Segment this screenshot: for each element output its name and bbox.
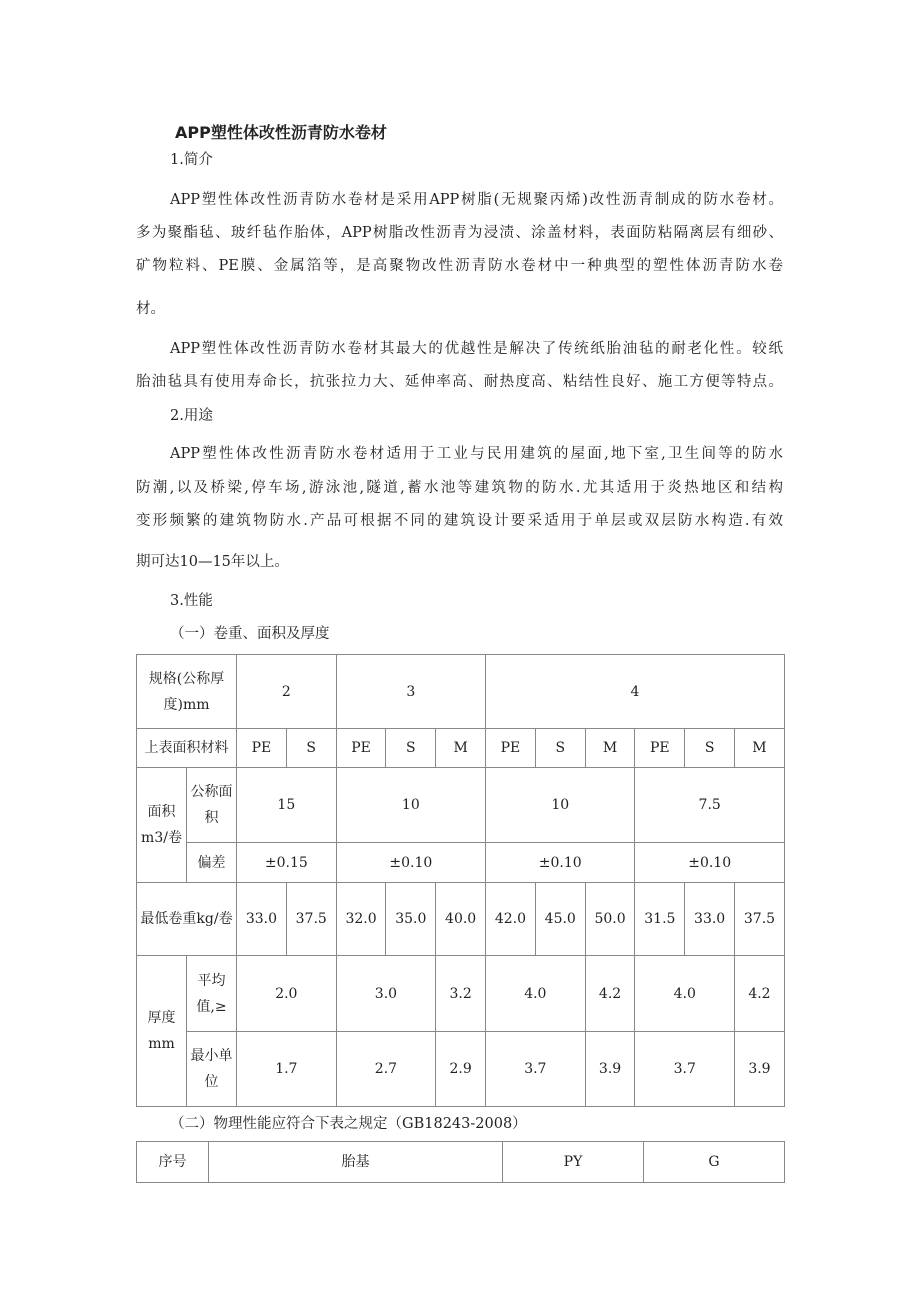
text-line: APP塑性体改性沥青防水卷材其最大的优越性是解决了传统纸胎油毡的耐老化性。较纸	[170, 341, 783, 357]
thickness-2: 2	[237, 655, 337, 729]
min-cell: 3.9	[585, 1032, 635, 1107]
deviation-label: 偏差	[187, 843, 237, 883]
weights-cell: 33.0	[237, 883, 287, 956]
text-line: 1.简介	[170, 152, 213, 168]
avg-cell: 3.2	[436, 956, 486, 1032]
thickness-4: 4	[486, 655, 785, 729]
text-line: APP塑性体改性沥青防水卷材适用于工业与民用建筑的屋面,地下室,卫生间等的防水	[170, 446, 783, 462]
min-cell: 2.7	[336, 1032, 436, 1107]
text-line: 3.性能	[170, 593, 213, 609]
deviation-cell: ±0.10	[486, 843, 635, 883]
text-line: 防潮,以及桥梁,停车场,游泳池,隧道,蓄水池等建筑物的防水.尤其适用于炎热地区和结构	[136, 480, 783, 496]
weights-cell: 37.5	[286, 883, 336, 956]
weights-cell: 33.0	[685, 883, 735, 956]
spec-label: 规格(公称厚度)mm	[137, 655, 237, 729]
nominal-label: 公称面积	[187, 768, 237, 843]
avg-cell: 4.2	[585, 956, 635, 1032]
nominal-cell: 10	[486, 768, 635, 843]
text-line: 矿物粒料、PE膜、金属箔等，是高聚物改性沥青防水卷材中一种典型的塑性体沥青防水卷	[136, 258, 783, 274]
surfaces-cell: PE	[336, 729, 386, 768]
physical-table	[136, 1141, 785, 1183]
surfaces-cell: S	[286, 729, 336, 768]
text-line: APP塑性体改性沥青防水卷材是采用APP树脂(无规聚丙烯)改性沥青制成的防水卷材。	[170, 192, 783, 208]
surfaces-cell: M	[436, 729, 486, 768]
avg-cell: 3.0	[336, 956, 436, 1032]
surfaces-cell: PE	[635, 729, 685, 768]
surfaces-cell: S	[535, 729, 585, 768]
text-line: 材。	[136, 301, 165, 317]
surface-label: 上表面积材料	[137, 729, 237, 768]
deviation-cell: ±0.10	[336, 843, 485, 883]
deviation-cell: ±0.15	[237, 843, 337, 883]
text-line: 期可达10—15年以上。	[136, 554, 289, 570]
spec-table	[136, 654, 785, 1107]
weights-cell: 31.5	[635, 883, 685, 956]
surfaces-cell: S	[685, 729, 735, 768]
deviation-cell: ±0.10	[635, 843, 784, 883]
avg-cell: 4.0	[486, 956, 586, 1032]
min-cell: 1.7	[237, 1032, 337, 1107]
header-index: 序号	[137, 1142, 209, 1183]
min-label: 最小单位	[187, 1032, 237, 1107]
weights-cell: 42.0	[486, 883, 536, 956]
weights-cell: 45.0	[535, 883, 585, 956]
surfaces-cell: M	[735, 729, 785, 768]
surfaces-cell: PE	[486, 729, 536, 768]
text-line: （一）卷重、面积及厚度	[170, 626, 330, 642]
weights-cell: 35.0	[386, 883, 436, 956]
thickness-3: 3	[336, 655, 485, 729]
min-cell: 3.7	[486, 1032, 586, 1107]
avg-label: 平均值,≥	[187, 956, 237, 1032]
surfaces-cell: M	[585, 729, 635, 768]
text-line: 多为聚酯毡、玻纤毡作胎体，APP树脂改性沥青为浸渍、涂盖材料，表面防粘隔离层有细砂、	[136, 225, 783, 241]
weights-cell: 50.0	[585, 883, 635, 956]
surfaces-cell: PE	[237, 729, 287, 768]
nominal-cell: 15	[237, 768, 337, 843]
header-py: PY	[503, 1142, 644, 1183]
text-line: 变形频繁的建筑物防水.产品可根据不同的建筑设计要采适用于单层或双层防水构造.有效	[136, 513, 783, 529]
weights-cell: 40.0	[436, 883, 486, 956]
table2-caption: （二）物理性能应符合下表之规定（GB18243-2008）	[170, 1116, 527, 1132]
avg-cell: 2.0	[237, 956, 337, 1032]
header-base: 胎基	[209, 1142, 503, 1183]
nominal-cell: 7.5	[635, 768, 784, 843]
weights-cell: 37.5	[735, 883, 785, 956]
header-g: G	[644, 1142, 785, 1183]
avg-cell: 4.0	[635, 956, 735, 1032]
weight-label: 最低卷重kg/卷	[137, 883, 237, 956]
text-line: 2.用途	[170, 408, 213, 424]
thickness-label: 厚度mm	[137, 956, 187, 1107]
area-label: 面积m3/卷	[137, 768, 187, 883]
surfaces-cell: S	[386, 729, 436, 768]
min-cell: 3.7	[635, 1032, 735, 1107]
text-line: 胎油毡具有使用寿命长，抗张拉力大、延伸率高、耐热度高、粘结性良好、施工方便等特点。	[136, 374, 783, 390]
document-title: APP塑性体改性沥青防水卷材	[175, 123, 387, 142]
nominal-cell: 10	[336, 768, 485, 843]
min-cell: 3.9	[735, 1032, 785, 1107]
avg-cell: 4.2	[735, 956, 785, 1032]
weights-cell: 32.0	[336, 883, 386, 956]
min-cell: 2.9	[436, 1032, 486, 1107]
